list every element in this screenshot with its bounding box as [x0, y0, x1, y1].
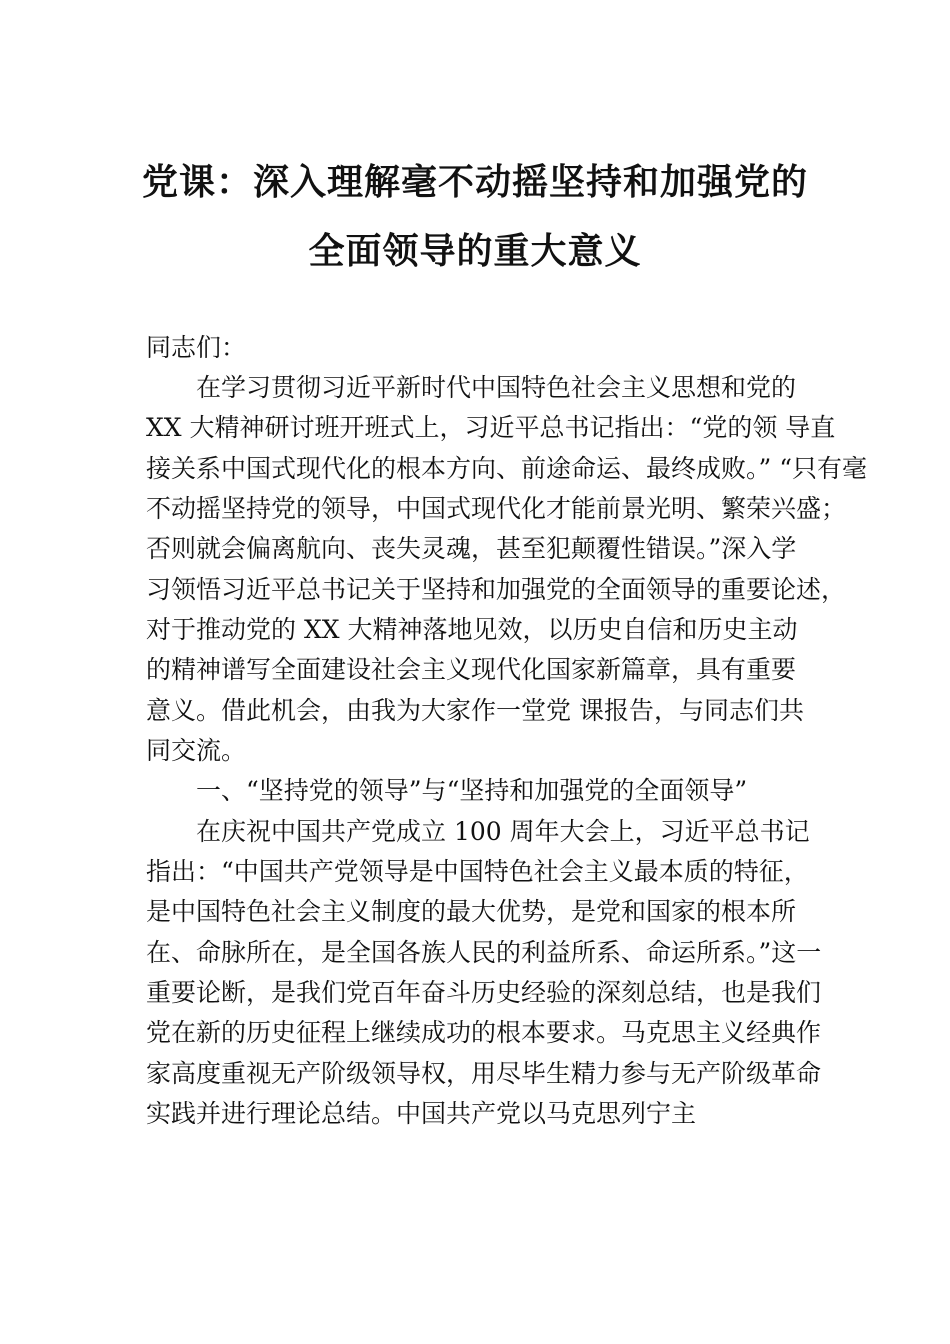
body-line: 在学习贯彻习近平新时代中国特色社会主义思想和党的	[146, 373, 797, 402]
body-line: 在、命脉所在，是全国各族人民的利益所系、命运所系。”这一	[146, 938, 822, 967]
body-line: 接关系中国式现代化的根本方向、前途命运、最终成败。” “只有毫	[146, 454, 868, 483]
body-line: 党在新的历史征程上继续成功的根本要求。马克思主义经典作	[146, 1018, 822, 1047]
body-line: 在庆祝中国共产党成立 100 周年大会上，习近平总书记	[146, 817, 810, 846]
body-line: 意义。借此机会，由我为大家作一堂党 课报告，与同志们共	[146, 696, 804, 725]
body-line: 习领悟习近平总书记关于坚持和加强党的全面领导的重要论述，	[146, 575, 847, 604]
body-line: 同志们：	[146, 333, 247, 362]
body-line: 对于推动党的 XX 大精神落地见效，以历史自信和历史主动	[146, 615, 798, 644]
section-heading: 一、“坚持党的领导”与“坚持和加强党的全面领导”	[146, 776, 748, 805]
document-title-line-2: 全面领导的重大意义	[308, 230, 642, 272]
body-line: 家高度重视无产阶级领导权，用尽毕生精力参与无产阶级革命	[146, 1059, 822, 1088]
body-line: 否则就会偏离航向、丧失灵魂，甚至犯颠覆性错误。”深入学	[146, 534, 797, 563]
body-line: 实践并进行理论总结。中国共产党以马克思列宁主	[146, 1099, 697, 1128]
body-line: XX 大精神研讨班开班式上，习近平总书记指出：“党的领 导直	[146, 413, 836, 442]
body-line: 指出：“中国共产党领导是中国特色社会主义最本质的特征，	[146, 857, 809, 886]
body-line: 同交流。	[146, 736, 247, 765]
body-line: 的精神谱写全面建设社会主义现代化国家新篇章，具有重要	[146, 655, 797, 684]
body-line: 重要论断，是我们党百年奋斗历史经验的深刻总结，也是我们	[146, 978, 822, 1007]
body-line: 是中国特色社会主义制度的最大优势，是党和国家的根本所	[146, 897, 797, 926]
document-title-line-1: 党课：深入理解毫不动摇坚持和加强党的	[141, 161, 808, 203]
body-line: 不动摇坚持党的领导，中国式现代化才能前景光明、繁荣兴盛；	[146, 494, 847, 523]
